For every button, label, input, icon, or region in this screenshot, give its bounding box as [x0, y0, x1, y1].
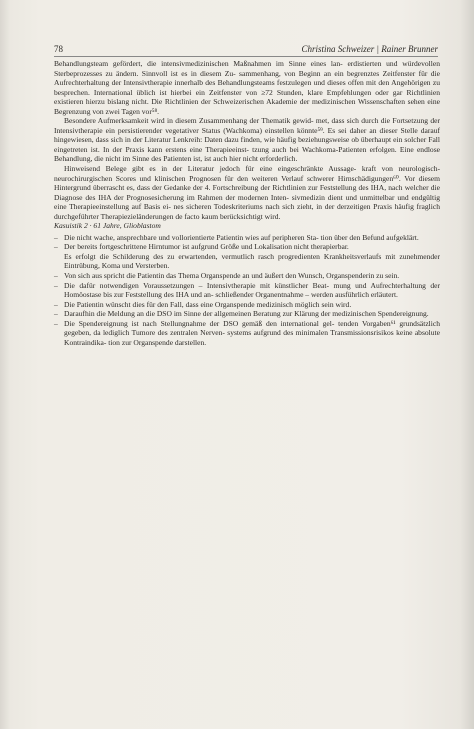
bullet-dash-icon: – [54, 299, 58, 309]
body-paragraph: Hinweisend Belege gibt es in der Literatur jedoch für eine eingeschränkte Aussage- kraft von neurologisch-neurochirurgischen Scores und klinischen Prognosen für den weiteren Verlauf schwerer Hirnschädigungen⁶⁰. Vor diesem Hintergrund überrascht es, dass der Gedanke der 4. Fortschreibung der Richtlinien zur Feststellung des IHA, nach welcher die Diagnose des IHA der Prognosesicherung im Rahmen der modernen Inten- sivmedizin dient und unmittelbar und endgültig eine Therapieeinstellung auf Basis ei- nes sicheren Todeskriteriums nach sich zieht, in der derzeitigen Praxis häufig fraglich durchgeführter Therapiezieländerungen de facto kaum berücksichtigt wird. [54, 164, 440, 221]
case-bullet-item [54, 271, 440, 281]
case-bullet-item [54, 300, 440, 310]
case-bullet-item [54, 319, 440, 348]
page-edge-shadow [460, 0, 474, 729]
case-bullet-item [54, 242, 440, 271]
bullet-dash-icon: – [54, 232, 58, 242]
case-bullet-text: Daraufhin die Meldung an die DSO im Sinne der allgemeinen Beratung zur Klärung der medizinischen Spendereignung. [64, 309, 429, 319]
body-paragraphs [54, 59, 440, 221]
bullet-dash-icon: – [54, 242, 58, 252]
bullet-dash-icon: – [54, 318, 58, 328]
case-bullet-text: Die nicht wache, ansprechbare und vollorientierte Patientin wies auf peripheren Sta- tion über den Befund aufgeklärt. [64, 232, 419, 242]
case-bullet-text: Der bereits fortgeschrittene Hirntumor ist aufgrund Größe und Lokalisation nicht therapierbar. [64, 242, 349, 252]
case-bullet-text: Die dafür notwendigen Voraussetzungen – Intensivtherapie mit künstlicher Beat- mung und Aufrechterhaltung der Homöostase bis zur Feststellung des IHA und an- schließender Organentnahme – werden ausführlich erläutert. [64, 280, 440, 300]
bullet-dash-icon: – [54, 280, 58, 290]
running-header [54, 44, 438, 57]
bullet-dash-icon: – [54, 309, 58, 319]
case-caption: Kasuistik 2 · 61 Jahre, Glioblastom [54, 221, 161, 231]
case-bullet-text: Die Spendereignung ist nach Stellungnahme der DSO gemäß den international gel- tenden Vorgaben⁶¹ grundsätzlich gegeben, da lediglich Tumore des zentralen Nerven- systems aufgrund des minimalen Transmissionsrisikos keine absolute Kontraindika- tion zur Organspende darstellen. [64, 318, 440, 347]
case-bullet-item [54, 309, 440, 319]
running-header-authors: Christina Schweizer | Rainer Brunner [301, 44, 438, 54]
page-number: 78 [54, 44, 63, 54]
case-bullet-list [54, 233, 440, 348]
case-bullet-text: Von sich aus spricht die Patientin das Thema Organspende an und äußert den Wunsch, Organspenderin zu sein. [64, 271, 400, 281]
body-paragraph: Behandlungsteam gefördert, die intensivmedizinischen Maßnahmen im Sinne eines lan- erdistierten und würdevollen Sterbeprozesses zu ändern. Sinnvoll ist es in diesem Zu- sammenhang, von Beginn an ein begrenztes Zeitfenster für die Aufrechterhaltung der Intensivtherapie innerhalb des Behandlungsteams festzulegen und dieses offen mit den Angehörigen zu besprechen. International üblich ist hierbei ein Zeitfenster von ≥72 Stunden, klare Empfehlungen oder gar Richtlinien existieren hierzu bislang nicht. Die Richtlinien der Schweizerischen Akademie der medizinischen Wissenschaften sehen eine Begrenzung von zwei Tagen vor⁵⁸. [54, 59, 440, 116]
bullet-dash-icon: – [54, 271, 58, 281]
body-paragraph: Besondere Aufmerksamkeit wird in diesem Zusammenhang der Thematik gewid- met, dass sich durch die Fortsetzung der Intensivtherapie ein persistierender vegetativer Status (Wachkoma) einstellen könnte⁵⁹. Es sei daher an dieser Stelle darauf hingewiesen, dass sich in der Literatur Lenkreih: Daten dazu finden, wie häufig beziehungsweise ob überhaupt ein solcher Fall eingetreten ist. In der Praxis kann erstens eine Therapieeinst- tzung auch bei Wachkoma-Patienten erfolgen. Eine endlose Behandlung, die nicht im Sinne des Patienten ist, ist auch hier nicht erforderlich. [54, 116, 440, 164]
case-bullet-item [54, 233, 440, 243]
case-bullet-item [54, 281, 440, 300]
page-body [54, 59, 440, 347]
case-bullet-text: Die Patientin wünscht dies für den Fall, dass eine Organspende medizinisch möglich sein wird. [64, 299, 352, 309]
case-bullet-text: Es erfolgt die Schilderung des zu erwartenden, vermutlich rasch progredienten Krankheitsverlaufs mit zunehmender Eintrübung, Koma und Versterben. [64, 251, 440, 271]
